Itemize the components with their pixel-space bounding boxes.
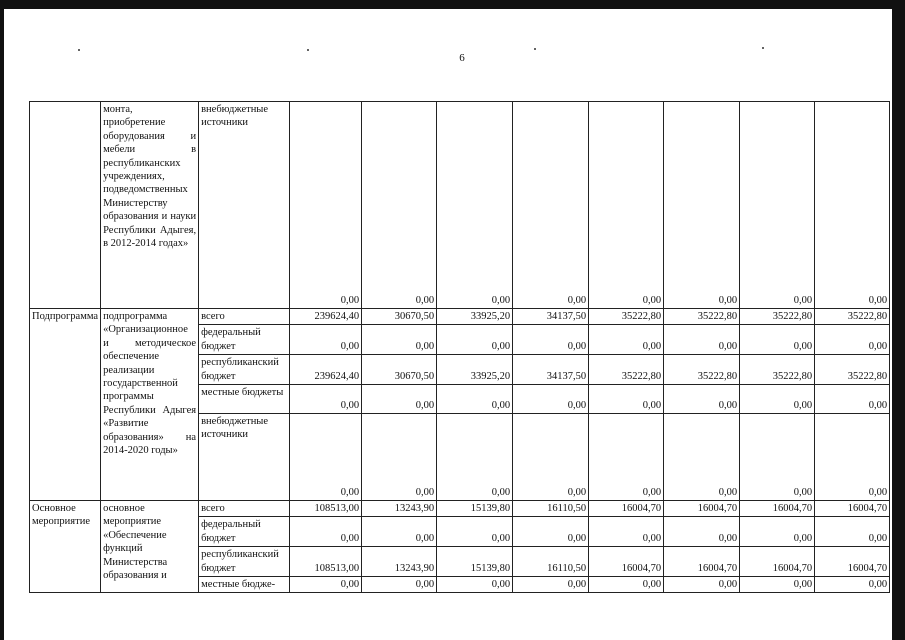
value-cell: 108513,00 (290, 547, 362, 577)
value-cell: 16004,70 (589, 501, 664, 517)
funding-source-cell: внебюджетные источники (199, 414, 290, 501)
scan-speck (534, 48, 536, 50)
value-cell: 13243,90 (362, 501, 437, 517)
table-row (30, 102, 890, 309)
budget-table (29, 101, 890, 593)
value-cell: 0,00 (664, 102, 740, 309)
value-cell: 0,00 (362, 325, 437, 355)
funding-source-cell: местные бюджеты (199, 385, 290, 414)
value-cell: 0,00 (437, 385, 513, 414)
value-cell: 35222,80 (589, 309, 664, 325)
value-cell: 0,00 (362, 517, 437, 547)
value-cell: 33925,20 (437, 309, 513, 325)
value-cell: 0,00 (362, 577, 437, 593)
funding-source-cell: республиканский бюджет (199, 547, 290, 577)
value-cell: 15139,80 (437, 547, 513, 577)
value-cell: 0,00 (664, 385, 740, 414)
value-cell: 0,00 (815, 577, 890, 593)
value-cell: 0,00 (589, 385, 664, 414)
value-cell: 35222,80 (664, 309, 740, 325)
value-cell: 0,00 (589, 325, 664, 355)
value-cell: 0,00 (589, 517, 664, 547)
scan-speck (762, 47, 764, 49)
value-cell: 16004,70 (664, 547, 740, 577)
category-cell (30, 102, 101, 309)
value-cell: 0,00 (815, 517, 890, 547)
value-cell: 0,00 (513, 517, 589, 547)
value-cell: 0,00 (664, 517, 740, 547)
funding-source-cell: всего (199, 309, 290, 325)
value-cell: 0,00 (290, 577, 362, 593)
funding-source-cell: внебюджетные источники (199, 102, 290, 309)
value-cell: 0,00 (437, 102, 513, 309)
value-cell: 0,00 (664, 414, 740, 501)
category-cell: Подпрограмма (30, 309, 101, 501)
table-row (30, 501, 890, 517)
value-cell: 35222,80 (815, 309, 890, 325)
value-cell: 0,00 (362, 414, 437, 501)
value-cell: 0,00 (589, 102, 664, 309)
value-cell: 16004,70 (740, 547, 815, 577)
page-number: 6 (459, 52, 465, 64)
value-cell: 0,00 (815, 325, 890, 355)
funding-source-cell: республиканский бюджет (199, 355, 290, 385)
value-cell: 108513,00 (290, 501, 362, 517)
value-cell: 30670,50 (362, 355, 437, 385)
value-cell: 35222,80 (740, 309, 815, 325)
value-cell: 0,00 (513, 325, 589, 355)
funding-source-cell: всего (199, 501, 290, 517)
value-cell: 0,00 (664, 577, 740, 593)
value-cell: 35222,80 (740, 355, 815, 385)
value-cell: 35222,80 (664, 355, 740, 385)
value-cell: 0,00 (664, 325, 740, 355)
scan-speck (78, 49, 80, 51)
funding-source-cell: федеральный бюджет (199, 517, 290, 547)
value-cell: 16004,70 (815, 547, 890, 577)
value-cell: 0,00 (815, 385, 890, 414)
funding-source-cell: федеральный бюджет (199, 325, 290, 355)
description-cell: основное мероприятие «Обеспечение функций Министерства образования и (101, 501, 199, 593)
value-cell: 16004,70 (740, 501, 815, 517)
value-cell: 0,00 (513, 577, 589, 593)
value-cell: 0,00 (290, 414, 362, 501)
value-cell: 0,00 (362, 385, 437, 414)
value-cell: 0,00 (740, 385, 815, 414)
value-cell: 35222,80 (589, 355, 664, 385)
value-cell: 0,00 (740, 517, 815, 547)
value-cell: 16004,70 (664, 501, 740, 517)
value-cell: 0,00 (513, 385, 589, 414)
value-cell: 0,00 (290, 385, 362, 414)
value-cell: 0,00 (815, 102, 890, 309)
value-cell: 0,00 (740, 577, 815, 593)
value-cell: 16110,50 (513, 547, 589, 577)
funding-source-cell: местные бюдже- (199, 577, 290, 593)
value-cell: 16110,50 (513, 501, 589, 517)
value-cell: 0,00 (740, 102, 815, 309)
value-cell: 0,00 (437, 414, 513, 501)
scan-border-right (892, 0, 905, 640)
value-cell: 239624,40 (290, 309, 362, 325)
value-cell: 0,00 (437, 517, 513, 547)
value-cell: 0,00 (589, 414, 664, 501)
value-cell: 0,00 (290, 102, 362, 309)
value-cell: 0,00 (437, 577, 513, 593)
value-cell: 34137,50 (513, 355, 589, 385)
scan-border-top (0, 0, 905, 9)
value-cell: 30670,50 (362, 309, 437, 325)
value-cell: 0,00 (589, 577, 664, 593)
value-cell: 0,00 (740, 414, 815, 501)
description-cell: монта, приобретение оборудования и мебели в республиканских учреждениях, подведомственных Министерству образования и науки Республики Адыгея, в 2012-2014 годах» (101, 102, 199, 309)
value-cell: 33925,20 (437, 355, 513, 385)
value-cell: 0,00 (513, 414, 589, 501)
category-cell: Основное мероприятие (30, 501, 101, 593)
value-cell: 0,00 (740, 325, 815, 355)
table-row (30, 309, 890, 325)
value-cell: 34137,50 (513, 309, 589, 325)
value-cell: 0,00 (290, 325, 362, 355)
value-cell: 0,00 (290, 517, 362, 547)
value-cell: 0,00 (437, 325, 513, 355)
value-cell: 16004,70 (815, 501, 890, 517)
value-cell: 16004,70 (589, 547, 664, 577)
value-cell: 0,00 (362, 102, 437, 309)
value-cell: 35222,80 (815, 355, 890, 385)
scan-border-left (0, 0, 4, 640)
description-cell: подпрограмма «Организационное и методическое обеспечение реализации государственной программы Республики Адыгея «Развитие образования» на 2014-2020 годы» (101, 309, 199, 501)
value-cell: 239624,40 (290, 355, 362, 385)
value-cell: 0,00 (815, 414, 890, 501)
value-cell: 13243,90 (362, 547, 437, 577)
value-cell: 15139,80 (437, 501, 513, 517)
value-cell: 0,00 (513, 102, 589, 309)
scan-speck (307, 49, 309, 51)
